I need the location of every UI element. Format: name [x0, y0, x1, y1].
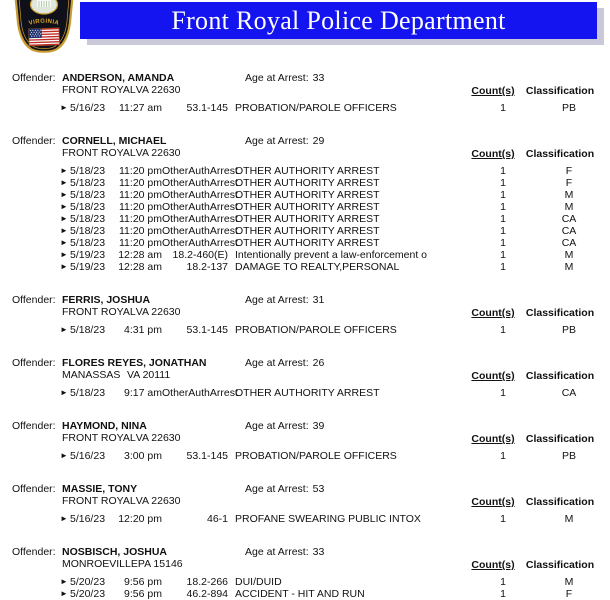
age-at-arrest-label: Age at Arrest: — [245, 357, 309, 369]
offender-block — [0, 135, 610, 273]
age-at-arrest-label: Age at Arrest: — [245, 135, 309, 147]
charge-description: Intentionally prevent a law-enforcement o — [235, 249, 428, 261]
charges-list — [0, 513, 610, 525]
charge-description: OTHER AUTHORITY ARREST — [235, 237, 380, 249]
charge-code: 18.2-266 — [186, 576, 228, 588]
us-flag-icon — [29, 28, 60, 46]
offender-address-line — [0, 84, 610, 96]
charge-classification: M — [564, 513, 574, 525]
age-at-arrest-value: 33 — [312, 546, 325, 558]
offender-name: FLORES REYES, JONATHAN — [62, 357, 207, 369]
charge-row — [0, 165, 610, 177]
charge-time: 11:20 pm — [119, 225, 162, 237]
offender-label: Offender: — [12, 483, 56, 495]
charge-count: 1 — [500, 201, 506, 213]
age-at-arrest-value: 31 — [312, 294, 325, 306]
charge-date: 5/18/23 — [70, 201, 106, 213]
charge-code: 53.1-145 — [186, 450, 228, 462]
charge-row — [0, 225, 610, 237]
age-at-arrest-value: 33 — [312, 72, 325, 84]
charge-time: 11:20 pm — [119, 201, 162, 213]
charge-marker-icon: ► — [60, 214, 68, 223]
offender-label: Offender: — [12, 420, 56, 432]
charge-classification: M — [564, 261, 574, 273]
age-at-arrest-value: 39 — [312, 420, 325, 432]
charges-list — [0, 387, 610, 399]
charge-row — [0, 324, 610, 336]
charge-time: 12:28 am — [118, 261, 162, 273]
charge-marker-icon: ► — [60, 388, 68, 397]
charges-list — [0, 576, 610, 600]
age-at-arrest-label: Age at Arrest: — [245, 72, 309, 84]
charge-description: PROBATION/PAROLE OFFICERS — [235, 102, 397, 114]
offender-name: CORNELL, MICHAEL — [62, 135, 167, 147]
charge-row — [0, 177, 610, 189]
charge-time: 4:31 pm — [124, 324, 162, 336]
offender-state-zip: VA 20111 — [127, 369, 171, 381]
offender-block — [0, 483, 610, 525]
charge-classification: PB — [561, 450, 576, 462]
charge-date: 5/18/23 — [70, 177, 106, 189]
offender-state-zip: PA 15146 — [137, 558, 183, 570]
charge-code: 18.2-460(E) — [172, 249, 228, 261]
classification-column-header: Classification — [525, 85, 595, 97]
charge-date: 5/16/23 — [70, 102, 106, 114]
charge-classification: M — [564, 249, 574, 261]
charge-date: 5/20/23 — [70, 588, 106, 600]
charge-time: 11:20 pm — [119, 237, 162, 249]
charge-description: OTHER AUTHORITY ARREST — [235, 225, 380, 237]
charge-code: 53.1-145 — [186, 102, 228, 114]
charge-classification: CA — [561, 213, 577, 225]
offender-header-line — [0, 546, 610, 558]
charge-marker-icon: ► — [60, 226, 68, 235]
offender-label: Offender: — [12, 72, 56, 84]
charge-classification: PB — [561, 324, 576, 336]
charge-date: 5/18/23 — [70, 387, 106, 399]
charge-marker-icon: ► — [60, 589, 68, 598]
charge-count: 1 — [500, 189, 506, 201]
charge-classification: CA — [561, 387, 577, 399]
offender-name: HAYMOND, NINA — [62, 420, 147, 432]
charge-marker-icon: ► — [60, 577, 68, 586]
charge-column-headers — [468, 433, 604, 445]
charge-description: OTHER AUTHORITY ARREST — [235, 165, 380, 177]
charge-time: 11:20 pm — [119, 177, 162, 189]
age-at-arrest-value: 53 — [312, 483, 325, 495]
charge-time: 3:00 pm — [124, 450, 162, 462]
charge-classification: PB — [561, 102, 576, 114]
offender-label: Offender: — [12, 294, 56, 306]
charge-description: OTHER AUTHORITY ARREST — [235, 387, 380, 399]
charge-time: 12:20 pm — [118, 513, 162, 525]
counts-column-header: Count(s) — [471, 559, 515, 571]
charge-row — [0, 387, 610, 399]
offender-label: Offender: — [12, 135, 56, 147]
charge-column-headers — [468, 559, 604, 571]
offender-state-zip: VA 22630 — [135, 306, 181, 318]
charge-marker-icon: ► — [60, 238, 68, 247]
charge-classification: M — [564, 576, 574, 588]
charge-marker-icon: ► — [60, 166, 68, 175]
offender-header-line — [0, 420, 610, 432]
offender-block — [0, 357, 610, 399]
charge-description: PROBATION/PAROLE OFFICERS — [235, 450, 397, 462]
offender-address-line — [0, 558, 610, 570]
offender-header-line — [0, 357, 610, 369]
charges-list — [0, 102, 610, 114]
charge-classification: CA — [561, 225, 577, 237]
charge-classification: F — [565, 588, 573, 600]
charge-column-headers — [468, 85, 604, 97]
charge-code: OtherAuthArrest — [162, 189, 238, 201]
charge-code: 46.2-894 — [186, 588, 228, 600]
charge-code: OtherAuthArrest — [162, 201, 238, 213]
charge-marker-icon: ► — [60, 262, 68, 271]
charge-classification: CA — [561, 237, 577, 249]
charges-list — [0, 324, 610, 336]
counts-column-header: Count(s) — [471, 307, 515, 319]
charge-classification: M — [564, 189, 574, 201]
charge-count: 1 — [500, 324, 506, 336]
charge-count: 1 — [500, 576, 506, 588]
charge-time: 11:20 pm — [119, 165, 162, 177]
charge-marker-icon: ► — [60, 178, 68, 187]
classification-column-header: Classification — [525, 148, 595, 160]
offender-city: FRONT ROYAL — [62, 84, 136, 96]
charge-marker-icon: ► — [60, 103, 68, 112]
age-at-arrest-label: Age at Arrest: — [245, 546, 309, 558]
charge-row — [0, 102, 610, 114]
charge-date: 5/18/23 — [70, 225, 106, 237]
counts-column-header: Count(s) — [471, 433, 515, 445]
charge-description: PROFANE SWEARING PUBLIC INTOX — [235, 513, 421, 525]
charge-code: OtherAuthArrest — [162, 213, 238, 225]
charge-row — [0, 189, 610, 201]
charge-date: 5/16/23 — [70, 513, 106, 525]
charge-date: 5/20/23 — [70, 576, 106, 588]
offender-address-line — [0, 369, 610, 381]
charge-time: 9:56 pm — [124, 576, 162, 588]
offender-name: MASSIE, TONY — [62, 483, 138, 495]
counts-column-header: Count(s) — [471, 370, 515, 382]
offender-block — [0, 420, 610, 462]
age-at-arrest-label: Age at Arrest: — [245, 294, 309, 306]
charge-code: 18.2-137 — [186, 261, 228, 273]
charge-count: 1 — [500, 249, 506, 261]
charge-time: 12:28 am — [118, 249, 162, 261]
offender-city: FRONT ROYAL — [62, 495, 136, 507]
charge-count: 1 — [500, 387, 506, 399]
charge-classification: F — [565, 177, 573, 189]
offender-state-zip: VA 22630 — [135, 84, 181, 96]
charge-row — [0, 249, 610, 261]
offender-address-line — [0, 495, 610, 507]
charge-count: 1 — [500, 213, 506, 225]
charge-description: DAMAGE TO REALTY,PERSONAL — [235, 261, 400, 273]
charge-description: OTHER AUTHORITY ARREST — [235, 213, 380, 225]
age-at-arrest-label: Age at Arrest: — [245, 483, 309, 495]
charge-row — [0, 261, 610, 273]
charge-row — [0, 576, 610, 588]
offender-city: FRONT ROYAL — [62, 432, 136, 444]
charge-date: 5/18/23 — [70, 189, 106, 201]
charge-marker-icon: ► — [60, 190, 68, 199]
offender-address-line — [0, 147, 610, 159]
offender-address-line — [0, 306, 610, 318]
offender-header-line — [0, 135, 610, 147]
charge-time: 11:27 am — [119, 102, 162, 114]
classification-column-header: Classification — [525, 559, 595, 571]
offender-address-line — [0, 432, 610, 444]
counts-column-header: Count(s) — [471, 148, 515, 160]
charge-row — [0, 213, 610, 225]
age-at-arrest-value: 29 — [312, 135, 325, 147]
offender-block — [0, 72, 610, 114]
charge-code: 46-1 — [206, 513, 228, 525]
offender-label: Offender: — [12, 546, 56, 558]
charge-code: 53.1-145 — [186, 324, 228, 336]
age-at-arrest-label: Age at Arrest: — [245, 420, 309, 432]
offender-name: ANDERSON, AMANDA — [62, 72, 175, 84]
charge-row — [0, 450, 610, 462]
charge-date: 5/19/23 — [70, 261, 106, 273]
charge-code: OtherAuthArrest — [162, 165, 238, 177]
charge-count: 1 — [500, 102, 506, 114]
offender-label: Offender: — [12, 357, 56, 369]
charge-row — [0, 513, 610, 525]
charge-count: 1 — [500, 165, 506, 177]
badge-state-label: VIRGINIA — [28, 18, 60, 27]
offender-name: FERRIS, JOSHUA — [62, 294, 151, 306]
charge-row — [0, 237, 610, 249]
offender-city: FRONT ROYAL — [62, 147, 136, 159]
charge-code: OtherAuthArrest — [162, 387, 238, 399]
charge-description: OTHER AUTHORITY ARREST — [235, 201, 380, 213]
offender-block — [0, 294, 610, 336]
offender-state-zip: VA 22630 — [135, 495, 181, 507]
charge-count: 1 — [500, 261, 506, 273]
charge-marker-icon: ► — [60, 250, 68, 259]
page-title: Front Royal Police Department — [171, 6, 506, 35]
charge-code: OtherAuthArrest — [162, 237, 238, 249]
charge-column-headers — [468, 148, 604, 160]
charge-count: 1 — [500, 513, 506, 525]
offender-state-zip: VA 22630 — [135, 432, 181, 444]
offender-state-zip: VA 22630 — [135, 147, 181, 159]
offender-block — [0, 546, 610, 600]
classification-column-header: Classification — [525, 433, 595, 445]
charge-description: OTHER AUTHORITY ARREST — [235, 177, 380, 189]
charge-date: 5/18/23 — [70, 324, 106, 336]
charge-date: 5/18/23 — [70, 213, 106, 225]
charge-row — [0, 588, 610, 600]
counts-column-header: Count(s) — [471, 496, 515, 508]
charge-marker-icon: ► — [60, 325, 68, 334]
charges-list — [0, 165, 610, 273]
offender-city: MONROEVILLE — [62, 558, 138, 570]
classification-column-header: Classification — [525, 307, 595, 319]
charge-column-headers — [468, 370, 604, 382]
offender-header-line — [0, 72, 610, 84]
charge-count: 1 — [500, 588, 506, 600]
charge-date: 5/18/23 — [70, 165, 106, 177]
charge-classification: F — [565, 165, 573, 177]
offender-name: NOSBISCH, JOSHUA — [62, 546, 168, 558]
charge-marker-icon: ► — [60, 451, 68, 460]
charge-count: 1 — [500, 177, 506, 189]
charge-code: OtherAuthArrest — [162, 225, 238, 237]
charge-description: OTHER AUTHORITY ARREST — [235, 189, 380, 201]
charge-classification: M — [564, 201, 574, 213]
charge-column-headers — [468, 496, 604, 508]
charge-count: 1 — [500, 225, 506, 237]
offender-header-line — [0, 294, 610, 306]
offender-city: FRONT ROYAL — [62, 306, 136, 318]
charge-date: 5/19/23 — [70, 249, 106, 261]
charge-marker-icon: ► — [60, 202, 68, 211]
charge-time: 11:20 pm — [119, 189, 162, 201]
charge-date: 5/16/23 — [70, 450, 106, 462]
age-at-arrest-value: 26 — [312, 357, 325, 369]
charge-count: 1 — [500, 237, 506, 249]
charge-time: 9:17 am — [124, 387, 162, 399]
classification-column-header: Classification — [525, 496, 595, 508]
charge-time: 11:20 pm — [119, 213, 162, 225]
charge-description: DUI/DUID — [235, 576, 282, 588]
charge-code: OtherAuthArrest — [162, 177, 238, 189]
charge-row — [0, 201, 610, 213]
charges-list — [0, 450, 610, 462]
charge-column-headers — [468, 307, 604, 319]
charge-description: PROBATION/PAROLE OFFICERS — [235, 324, 397, 336]
offender-city: MANASSAS — [62, 369, 121, 381]
classification-column-header: Classification — [525, 370, 595, 382]
charge-description: ACCIDENT - HIT AND RUN — [235, 588, 365, 600]
charge-time: 9:56 pm — [124, 588, 162, 600]
charge-date: 5/18/23 — [70, 237, 106, 249]
charge-count: 1 — [500, 450, 506, 462]
counts-column-header: Count(s) — [471, 85, 515, 97]
offender-header-line — [0, 483, 610, 495]
charge-marker-icon: ► — [60, 514, 68, 523]
police-department-badge-icon — [13, 0, 75, 56]
